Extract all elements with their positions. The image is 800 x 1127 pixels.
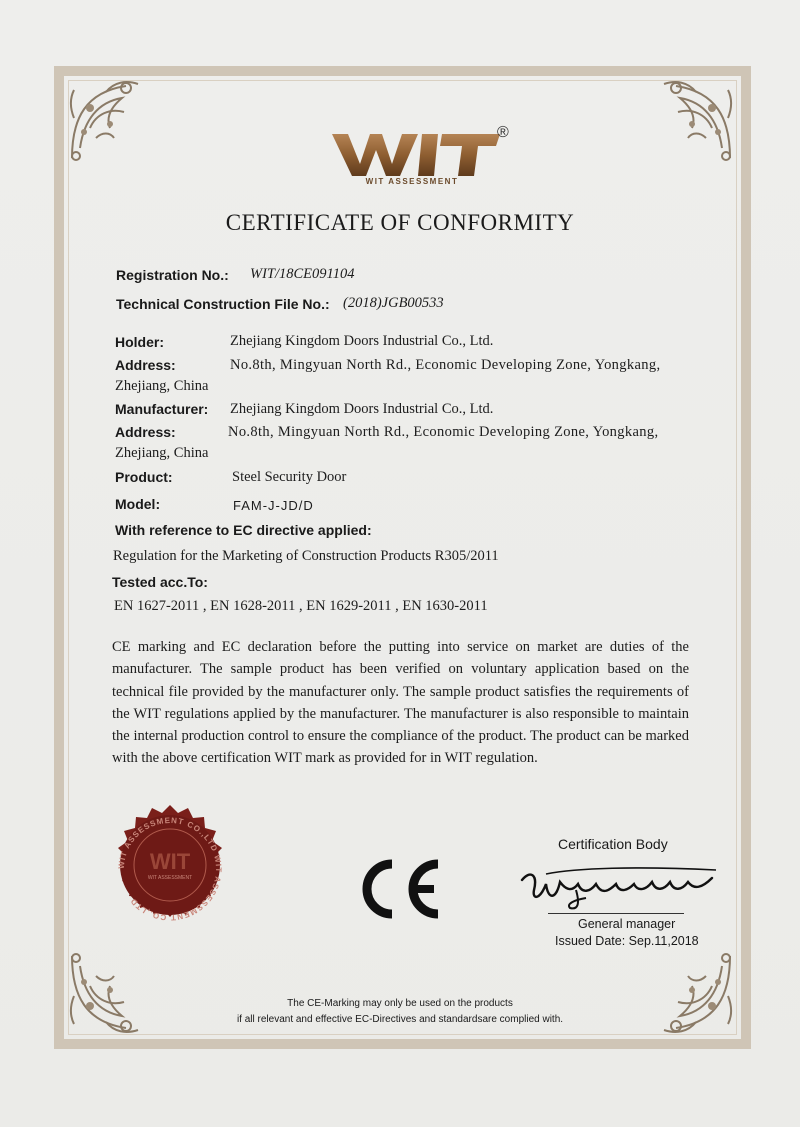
registered-mark: ® (497, 124, 509, 141)
tcf-value: (2018)JGB00533 (343, 295, 444, 311)
manufacturer-value: Zhejiang Kingdom Doors Industrial Co., Ltd. (230, 401, 494, 417)
footer-line-2: if all relevant and effective EC-Directives and standardsare complied with. (236, 1014, 564, 1025)
tcf-label: Technical Construction File No.: (116, 296, 330, 312)
seal-center-sub: WIT ASSESSMENT (147, 875, 193, 881)
manufacturer-label: Manufacturer: (115, 401, 209, 417)
address2-line2: Zhejiang, China (115, 445, 209, 461)
holder-value: Zhejiang Kingdom Doors Industrial Co., Ltd. (230, 333, 494, 349)
address1-label: Address: (115, 357, 176, 373)
address1-line2: Zhejiang, China (115, 378, 209, 394)
holder-label: Holder: (115, 334, 164, 350)
product-label: Product: (115, 469, 173, 485)
seal-center-mark: WIT (149, 849, 191, 874)
conformity-statement: CE marking and EC declaration before the putting into service on market are duties of the manufacturer. The sample product has been verified on voluntary application based on the technical file provided by the manufacturer only. The sample product satisfies the requirements of the WIT regulations applied by the manufacturer. The manufacturer is also responsible to maintain the internal production control to ensure the compliance of the product. The product can be marked with the above certification WIT mark as provided for in WIT regulation. (112, 639, 689, 767)
product-value: Steel Security Door (232, 469, 347, 485)
corner-ornament-top-left (66, 78, 152, 164)
general-manager-label: General manager (578, 917, 676, 931)
certification-body-label: Certification Body (558, 836, 668, 852)
seal-ring-text: WIT ASSESSMENT CO.,LTD WIT ASSESSMENT CO.,LTD (116, 815, 224, 923)
issued-date: Issued Date: Sep.11,2018 (555, 934, 699, 948)
tested-label: Tested acc.To: (112, 574, 208, 590)
model-value: FAM-J-JD/D (233, 498, 314, 513)
registration-label: Registration No.: (116, 267, 229, 283)
ce-mark (356, 858, 442, 920)
logo-subtitle: WIT ASSESSMENT (365, 177, 459, 186)
signature-line (548, 913, 684, 914)
address1-line1: No.8th, Mingyuan North Rd., Economic Developing Zone, Yongkang, (230, 357, 661, 373)
footer-line-1: The CE-Marking may only be used on the products (287, 998, 513, 1009)
corner-ornament-top-right (650, 78, 736, 164)
certificate-title: CERTIFICATE OF CONFORMITY (225, 210, 575, 235)
address2-label: Address: (115, 424, 176, 440)
company-seal (104, 803, 236, 935)
directive-label: With reference to EC directive applied: (115, 522, 372, 538)
tested-value: EN 1627-2011 , EN 1628-2011 , EN 1629-2011 , EN 1630-2011 (114, 598, 488, 614)
directive-value: Regulation for the Marketing of Construction Products R305/2011 (113, 548, 499, 564)
address2-line1: No.8th, Mingyuan North Rd., Economic Developing Zone, Yongkang, (228, 424, 659, 440)
manager-signature (516, 860, 728, 912)
registration-value: WIT/18CE091104 (250, 266, 355, 282)
model-label: Model: (115, 496, 161, 512)
